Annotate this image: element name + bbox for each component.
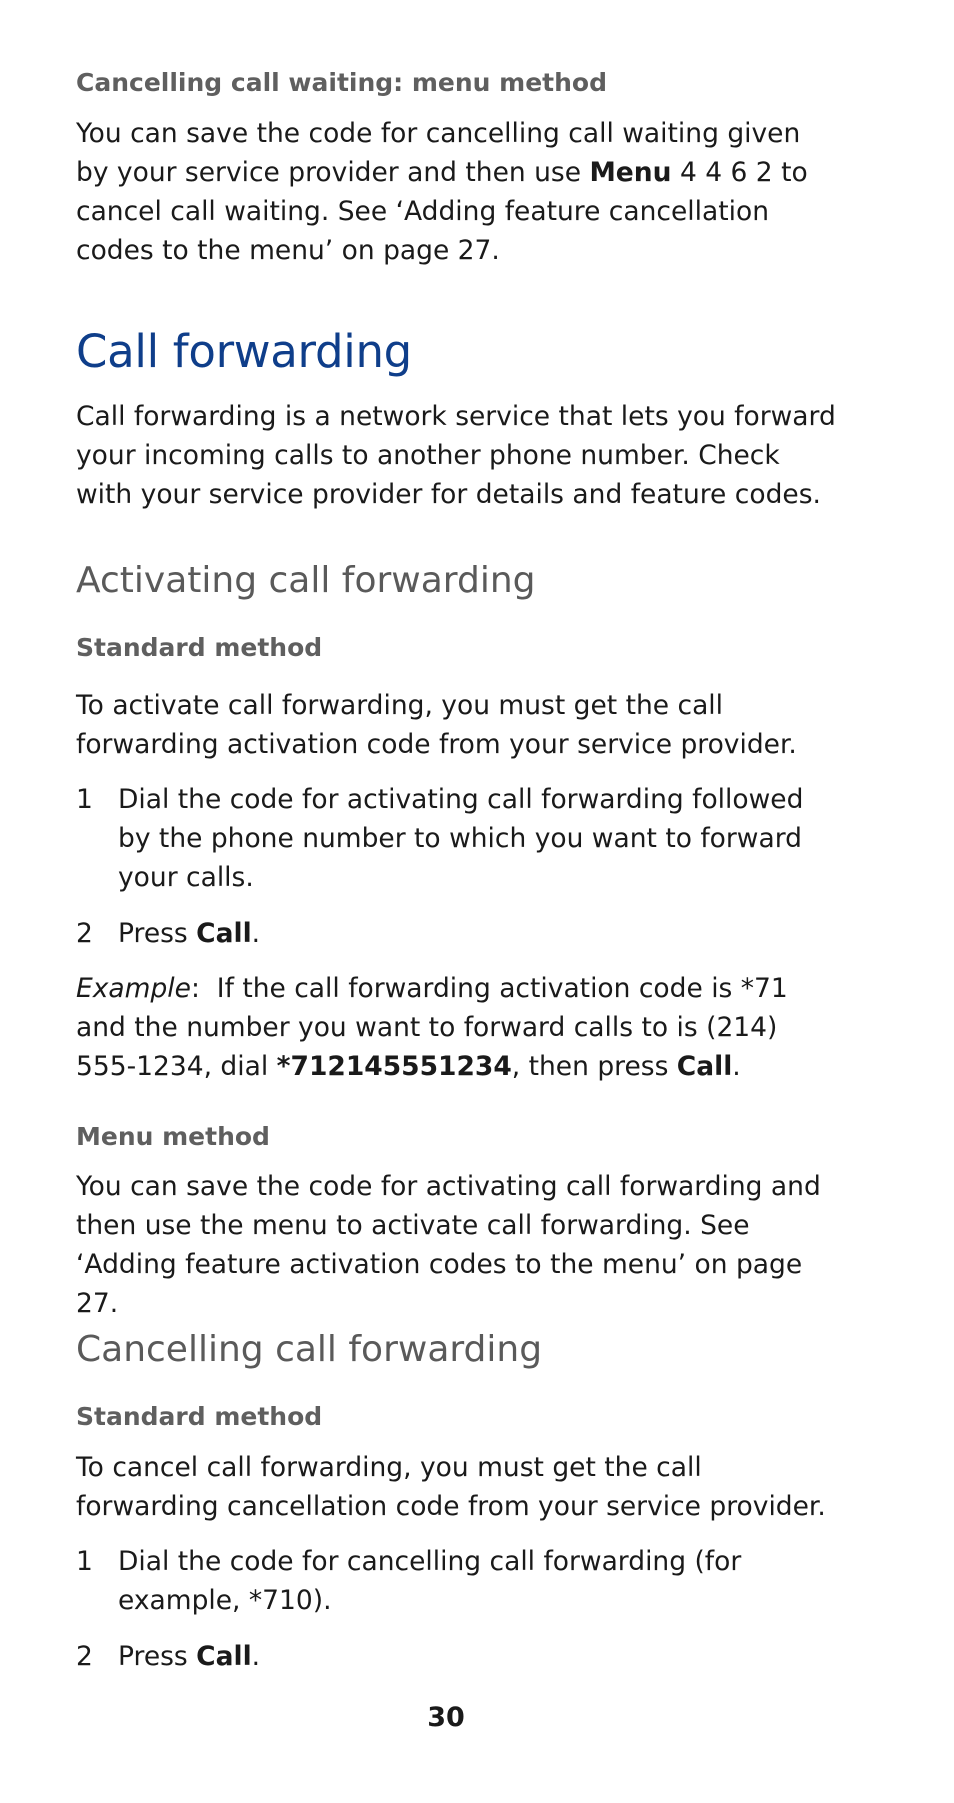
step-text-suffix: . bbox=[251, 1641, 261, 1672]
step-number: 1 bbox=[76, 1546, 93, 1577]
activating-menu-heading: Menu method bbox=[76, 1122, 270, 1151]
call-keyword: Call bbox=[196, 918, 252, 949]
example-text-1: If the call forwarding activation code is *71 and the number you want to forward calls to is (214) 555-1234, dial bbox=[76, 973, 797, 1082]
example-colon: : bbox=[190, 973, 200, 1004]
step-text-suffix: . bbox=[251, 918, 261, 949]
step-number: 2 bbox=[76, 1641, 93, 1672]
activating-standard-text: To activate call forwarding, you must get the call forwarding activation code from your service provider. bbox=[76, 690, 797, 760]
cancelling-standard-text: To cancel call forwarding, you must get the call forwarding cancellation code from your service provider. bbox=[76, 1452, 826, 1522]
step-text-prefix: Press bbox=[118, 1641, 197, 1672]
activating-menu-text: You can save the code for activating call forwarding and then use the menu to activate call forwarding. See ‘Adding feature activation codes to the menu’ on page 27. bbox=[76, 1171, 821, 1319]
example-label: Example bbox=[76, 973, 191, 1004]
cw-cancel-menu-heading: Cancelling call waiting: menu method bbox=[76, 68, 608, 97]
step-number: 2 bbox=[76, 918, 93, 949]
example-text-2: , then press bbox=[511, 1051, 677, 1082]
cw-cancel-menu-text-end: 4 4 6 2 to cancel call waiting. See ‘Adding feature cancellation codes to the menu’ on page 27. bbox=[76, 157, 808, 266]
call-keyword: Call bbox=[196, 1641, 252, 1672]
example-end: . bbox=[732, 1051, 741, 1082]
call-keyword: Call bbox=[676, 1051, 733, 1082]
step-text bbox=[118, 914, 836, 953]
cw-cancel-menu-paragraph bbox=[76, 114, 836, 270]
activating-step-1 bbox=[76, 780, 836, 897]
activating-heading: Activating call forwarding bbox=[76, 560, 536, 601]
example-code: *712145551234 bbox=[276, 1051, 512, 1082]
cw-cancel-menu-text-start: You can save the code for cancelling call waiting given by your service provider and then use bbox=[76, 118, 801, 188]
step-text-prefix: Press bbox=[118, 918, 197, 949]
cancelling-heading: Cancelling call forwarding bbox=[76, 1329, 543, 1370]
cancelling-standard-heading: Standard method bbox=[76, 1402, 323, 1431]
page-title: Call forwarding bbox=[76, 325, 412, 378]
cancelling-step-2 bbox=[76, 1637, 836, 1676]
call-forwarding-intro: Call forwarding is a network service that lets you forward your incoming calls to another phone number. Check with your service provider for details and feature codes. bbox=[76, 401, 836, 510]
activating-standard-heading: Standard method bbox=[76, 633, 323, 662]
page-number: 30 bbox=[427, 1702, 465, 1733]
step-number: 1 bbox=[76, 784, 93, 815]
activating-step-2 bbox=[76, 914, 836, 953]
step-text bbox=[118, 1637, 836, 1676]
cancelling-step-1 bbox=[76, 1542, 836, 1620]
step-text: Dial the code for cancelling call forwarding (for example, *710). bbox=[118, 1546, 742, 1616]
step-text: Dial the code for activating call forwarding followed by the phone number to which you want to forward your calls. bbox=[118, 784, 804, 893]
activating-example bbox=[76, 969, 836, 1086]
menu-keyword: Menu bbox=[589, 157, 672, 188]
